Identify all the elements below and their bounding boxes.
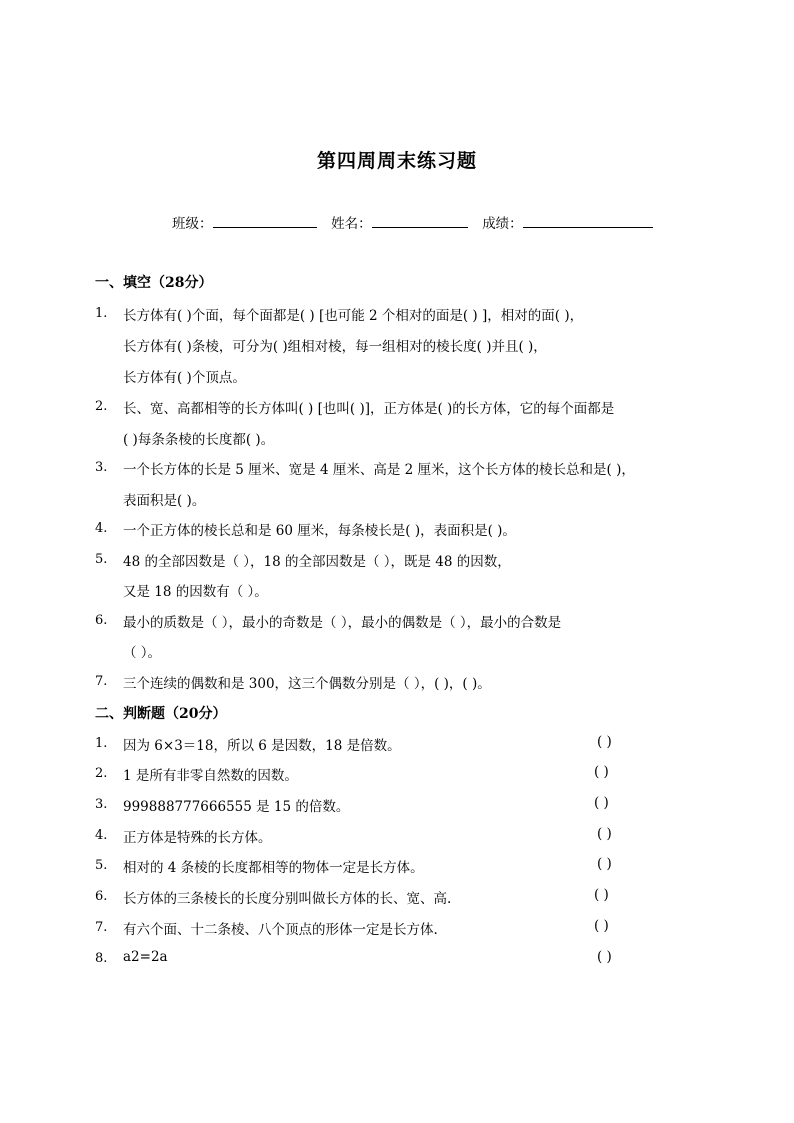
answer-parenthesis[interactable]: ( ) [597, 734, 612, 750]
judgement-statement: 1 是所有非零自然数的因数。 [123, 768, 298, 784]
question-number: 6. [95, 889, 108, 904]
question-line: 长、宽、高都相等的长方体叫( ) [也叫( )]，正方体是( )的长方体，它的每个面都是 [123, 401, 615, 417]
judgement-statement: 相对的 4 条棱的长度都相等的物体一定是长方体。 [123, 860, 424, 876]
judgement-statement: 999888777666555 是 15 的倍数。 [123, 799, 350, 815]
question-line: 一个正方体的棱长总和是 60 厘米，每条棱长是( )，表面积是( )。 [123, 523, 516, 539]
question-number: 7. [95, 674, 108, 689]
question-line: 长方体有( )个面，每个面都是( ) [也可能 2 个相对的面是( ) ]，相对的面( )， [123, 308, 584, 324]
question-number: 8. [95, 951, 108, 966]
judgement-statement: 正方体是特殊的长方体。 [123, 830, 272, 846]
answer-parenthesis[interactable]: ( ) [594, 918, 609, 934]
question-line: （ ）。 [123, 645, 162, 661]
name-blank[interactable] [372, 213, 468, 228]
answer-parenthesis[interactable]: ( ) [597, 826, 612, 842]
score-label: 成绩： [482, 216, 523, 232]
student-info-row [172, 212, 653, 232]
question-number: 2. [95, 399, 108, 414]
score-blank[interactable] [523, 213, 653, 228]
name-label: 姓名： [331, 216, 372, 232]
question-line: 三个连续的偶数和是 300，这三个偶数分别是（ ），( )，( )。 [123, 676, 491, 692]
question-line: 48 的全部因数是（ ），18 的全部因数是（ ），既是 48 的因数， [123, 554, 511, 570]
question-number: 3. [95, 460, 108, 475]
question-number: 1. [95, 736, 108, 751]
answer-parenthesis[interactable]: ( ) [594, 764, 609, 780]
question-number: 1. [95, 306, 108, 321]
judgement-statement: 长方体的三条棱长的长度分别叫做长方体的长、宽、高. [123, 891, 452, 907]
class-blank[interactable] [213, 213, 317, 228]
answer-parenthesis[interactable]: ( ) [597, 856, 612, 872]
question-number: 3. [95, 797, 108, 812]
question-line: 一个长方体的长是 5 厘米、宽是 4 厘米、高是 2 厘米，这个长方体的棱长总和是( )， [123, 462, 635, 478]
question-number: 4. [95, 828, 108, 843]
section-true-false-heading: 二、判断题（20分） [95, 706, 227, 722]
question-number: 2. [95, 766, 108, 781]
question-line: 长方体有( )个顶点。 [123, 370, 246, 386]
judgement-statement: a2=2a [123, 949, 168, 965]
question-line: ( )每条条棱的长度都( )。 [123, 432, 275, 448]
question-number: 4. [95, 521, 108, 536]
question-line: 又是 18 的因数有（ ）。 [123, 584, 268, 600]
section-fill-blank-heading: 一、填空（28分） [95, 275, 213, 291]
question-number: 6. [95, 613, 108, 628]
judgement-statement: 有六个面、十二条棱、八个顶点的形体一定是长方体. [123, 922, 438, 938]
question-line: 最小的质数是（ ），最小的奇数是（ ），最小的偶数是（ ），最小的合数是 [123, 615, 562, 631]
question-number: 5. [95, 552, 108, 567]
question-line: 长方体有( )条棱，可分为( )组相对棱，每一组相对的棱长度( )并且( )， [123, 339, 547, 355]
question-line: 表面积是( )。 [123, 493, 206, 509]
judgement-statement: 因为 6×3＝18，所以 6 是因数，18 是倍数。 [123, 738, 401, 754]
question-number: 7. [95, 920, 108, 935]
answer-parenthesis[interactable]: ( ) [594, 887, 609, 903]
page-title: 第四周周末练习题 [316, 150, 477, 172]
class-label: 班级： [172, 216, 213, 232]
answer-parenthesis[interactable]: ( ) [594, 795, 609, 811]
question-number: 5. [95, 858, 108, 873]
answer-parenthesis[interactable]: ( ) [597, 949, 612, 965]
